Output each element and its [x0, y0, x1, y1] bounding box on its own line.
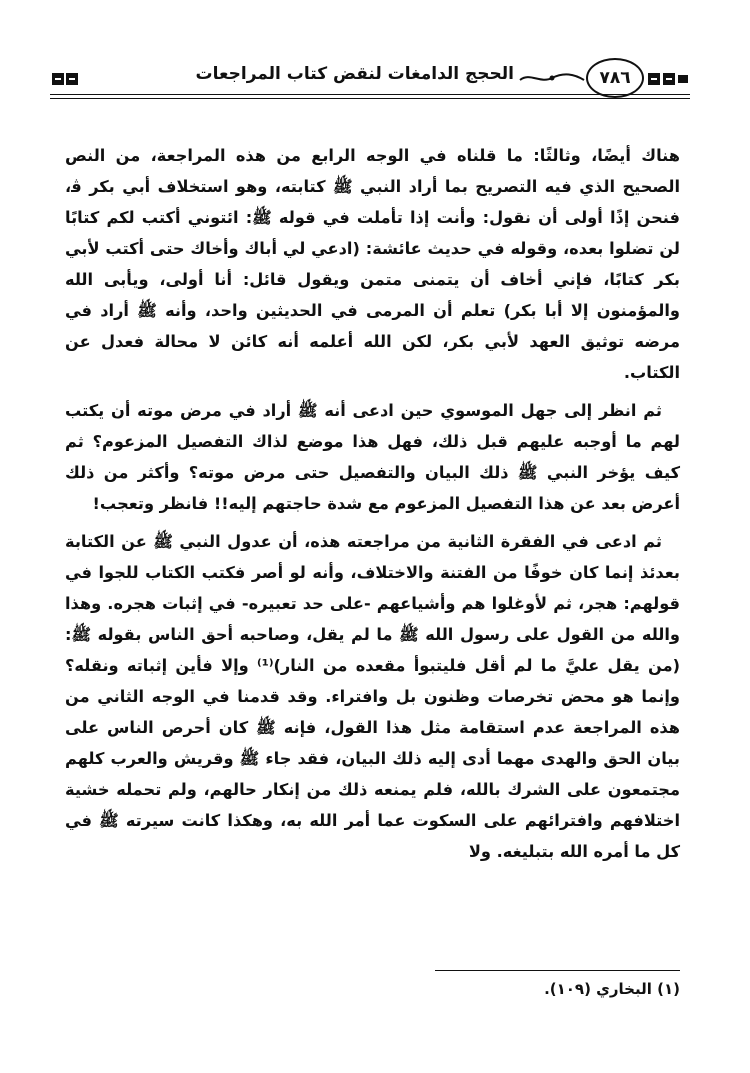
- running-title: الحجج الدامغات لنقض كتاب المراجعات: [195, 64, 514, 84]
- main-text: [65, 140, 680, 874]
- ornament-left-icon: [50, 70, 80, 88]
- paragraph-2: ثم انظر إلى جهل الموسوي حين ادعى أنه ﷺ أراد في مرض موته أن يكتب لهم ما أوجبه عليهم قبل ذلك، فهل هذا موضع لذاك التفصيل المزعوم؟ ثم كيف يؤخر النبي ﷺ ذلك البيان والتفصيل حتى مرض موته؟ وأكثر من ذلك أعرض بعد عن هذا التفصيل المزعوم مع شدة حاجتهم إليه!! فانظر وتعجب!: [65, 401, 680, 513]
- paragraph-3: ثم ادعى في الفقرة الثانية من مراجعته هذه، أن عدول النبي ﷺ عن الكتابة بعدئذ إنما كان خوفًا من الفتنة والاختلاف، وأنه لو أصر فكتب الكتاب للجوا في قولهم: هجر، ثم لأوغلوا هم وأشياعهم -على حد تعبيره- في إثبات هجره. وهذا والله من القول على رسول الله ﷺ ما لم يقل، وصاحبه أحق الناس بقوله ﷺ: (من يقل عليَّ ما لم أقل فليتبوأ مقعده من النار)⁽¹⁾ وإلا فأين إثباته ونقله؟ وإنما هو محض تخرصات وظنون بل وافتراء. وقد قدمنا في الوجه الثاني من هذه المراجعة عدم استقامة مثل هذا القول، فإنه ﷺ كان أحرص الناس على بيان الحق والهدى مهما أدى إليه ذلك البيان، فقد جاء ﷺ وقريش والعرب كلهم مجتمعون على الشرك بالله، فلم يمنعه ذلك من إنكار حالهم، ولم تحمله خشية اختلافهم وافترائهم على السكوت عما أمر الله به، وهكذا كانت سيرته ﷺ في كل ما أمره الله بتبليغه. ولا: [65, 532, 681, 861]
- paragraph-1: هناك أيضًا، وثالثًا: ما قلناه في الوجه الرابع من هذه المراجعة، من النص الصحيح الذي فيه التصريح بما أراد النبي ﷺ كتابته، وهو استخلاف أبي بكر ﭬ، فنحن إذًا أولى أن نقول: وأنت إذا تأملت في قوله ﷺ: ائتوني أكتب لكم كتابًا لن تضلوا بعده، وقوله في حديث عائشة: (ادعي لي أباك وأخاك حتى أكتب لأبي بكر كتابًا، فإني أخاف أن يتمنى متمن ويقول قائل: أنا أولى، ويأبى الله والمؤمنون إلا أبا بكر) تعلم أن المرمى في الحديثين واحد، وأنه ﷺ أراد في مرضه توثيق العهد لأبي بكر، لكن الله أعلمه أنه كائن لا محالة فعدل عن الكتاب.: [65, 146, 680, 382]
- flourish-icon: [518, 70, 586, 86]
- header-rule-thin: [50, 98, 690, 99]
- ornament-right-icon: [646, 70, 690, 88]
- page-number: ٧٨٦: [586, 58, 644, 98]
- footnote-separator: [435, 970, 680, 971]
- footnote: (١) البخاري (١٠٩).: [544, 980, 680, 998]
- header-rule: [50, 94, 690, 95]
- page-header: [50, 58, 690, 98]
